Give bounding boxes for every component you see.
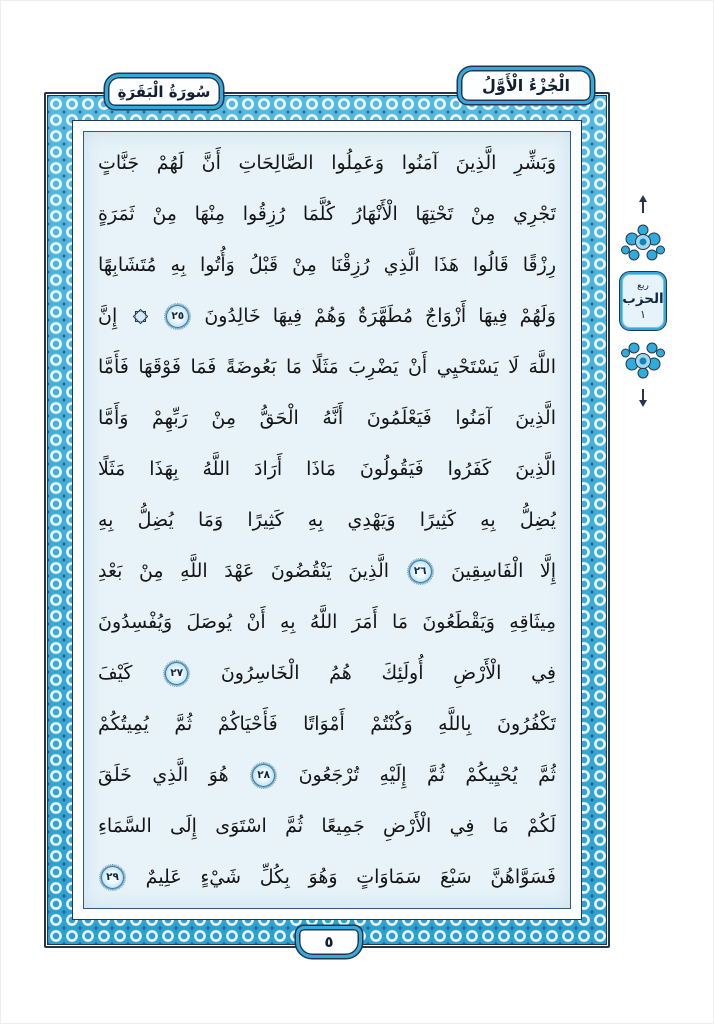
border-ornament-band [47, 95, 607, 945]
quran-line: اللَّهَ لَا يَسْتَحْيِي أَنْ يَضْرِبَ مَثَلًا مَا بَعُوضَةً فَمَا فَوْقَهَا فَأَمَّا [98, 356, 556, 378]
florette-ornament-icon [621, 341, 665, 379]
quran-line: يُضِلُّ بِهِ كَثِيرًا وَيَهْدِي بِهِ كَثِيرًا وَمَا يُضِلُّ بِهِ [98, 509, 556, 531]
juz-name-label: الْجُزْءُ الْأَوَّلُ [482, 76, 570, 95]
page-number-tab [296, 926, 362, 958]
quran-line: فَسَوَّاهُنَّ سَبْعَ سَمَاوَاتٍ وَهُوَ بِكُلِّ شَيْءٍ عَلِيمٌ ٢٩ [98, 852, 556, 902]
ayah-number-label: ٢٥ [171, 310, 185, 323]
ayah-number-marker [165, 662, 188, 685]
ayah-number-label: ٢٧ [170, 667, 184, 680]
ayah-number-marker [409, 560, 432, 583]
decorative-border-frame [44, 92, 610, 948]
surah-name-label: سُورَةُ الْبَقَرَةِ [117, 82, 211, 101]
quran-line: ثُمَّ يُحْيِيكُمْ ثُمَّ إِلَيْهِ تُرْجَعُونَ ٢٨ هُوَ الَّذِي خَلَقَ [98, 764, 556, 786]
page-number-label: ٥ [324, 933, 334, 951]
medallion-bottom-finial-icon [642, 389, 644, 404]
ayah-number-label: ٢٩ [106, 871, 119, 884]
medallion-top-finial-icon [642, 198, 644, 213]
florette-ornament-icon [621, 224, 665, 262]
juz-name-tab [458, 67, 594, 104]
quran-line: وَلَهُمْ فِيهَا أَزْوَاجٌ مُطَهَّرَةٌ وَهُمْ فِيهَا خَالِدُونَ ٢٥ إِنَّ [98, 305, 556, 327]
quran-line: رِزْقًا قَالُوا هَذَا الَّذِي رُزِقْنَا مِنْ قَبْلُ وَأُتُوا بِهِ مُتَشَابِهًا [98, 254, 556, 276]
quran-line: تَكْفُرُونَ بِاللَّهِ وَكُنْتُمْ أَمْوَاتًا فَأَحْيَاكُمْ ثُمَّ يُمِيتُكُمْ [98, 713, 556, 735]
rub-el-hizb-icon [133, 310, 147, 324]
hizb-quarter-medallion [617, 198, 669, 404]
rub-word-label: ربع [637, 281, 649, 292]
quran-line: الَّذِينَ كَفَرُوا فَيَقُولُونَ مَاذَا أَرَادَ اللَّهُ بِهَذَا مَثَلًا [98, 458, 556, 480]
hizb-number-label: ١ [640, 307, 646, 321]
quran-line: مِيثَاقِهِ وَيَقْطَعُونَ مَا أَمَرَ اللَّهُ بِهِ أَنْ يُوصَلَ وَيُفْسِدُونَ [98, 611, 556, 633]
quran-line: وَبَشِّرِ الَّذِينَ آمَنُوا وَعَمِلُوا الصَّالِحَاتِ أَنَّ لَهُمْ جَنَّاتٍ [98, 152, 556, 174]
ayah-number-marker [101, 866, 124, 889]
ayah-number-label: ٢٦ [413, 565, 427, 578]
quran-line: لَكُمْ مَا فِي الْأَرْضِ جَمِيعًا ثُمَّ اسْتَوَى إِلَى السَّمَاءِ [98, 815, 556, 837]
quran-text-area [83, 131, 571, 909]
inner-margin [72, 120, 582, 920]
quran-line: إِلَّا الْفَاسِقِينَ ٢٦ الَّذِينَ يَنْقُضُونَ عَهْدَ اللَّهِ مِنْ بَعْدِ [98, 560, 556, 582]
quran-line: الَّذِينَ آمَنُوا فَيَعْلَمُونَ أَنَّهُ الْحَقُّ مِنْ رَبِّهِمْ وَأَمَّا [98, 407, 556, 429]
quran-line: تَجْرِي مِنْ تَحْتِهَا الْأَنْهَارُ كُلَّمَا رُزِقُوا مِنْهَا مِنْ ثَمَرَةٍ [98, 203, 556, 225]
mushaf-lines [98, 138, 556, 902]
ayah-number-marker [252, 764, 275, 787]
quran-line: فِي الْأَرْضِ أُولَئِكَ هُمُ الْخَاسِرُونَ ٢٧ كَيْفَ [98, 662, 556, 684]
ayah-number-marker [166, 305, 189, 328]
ayah-number-label: ٢٨ [257, 769, 271, 782]
hizb-word-label: الحزب [622, 291, 664, 308]
hizb-quarter-panel [620, 272, 666, 330]
surah-name-tab [105, 74, 223, 109]
